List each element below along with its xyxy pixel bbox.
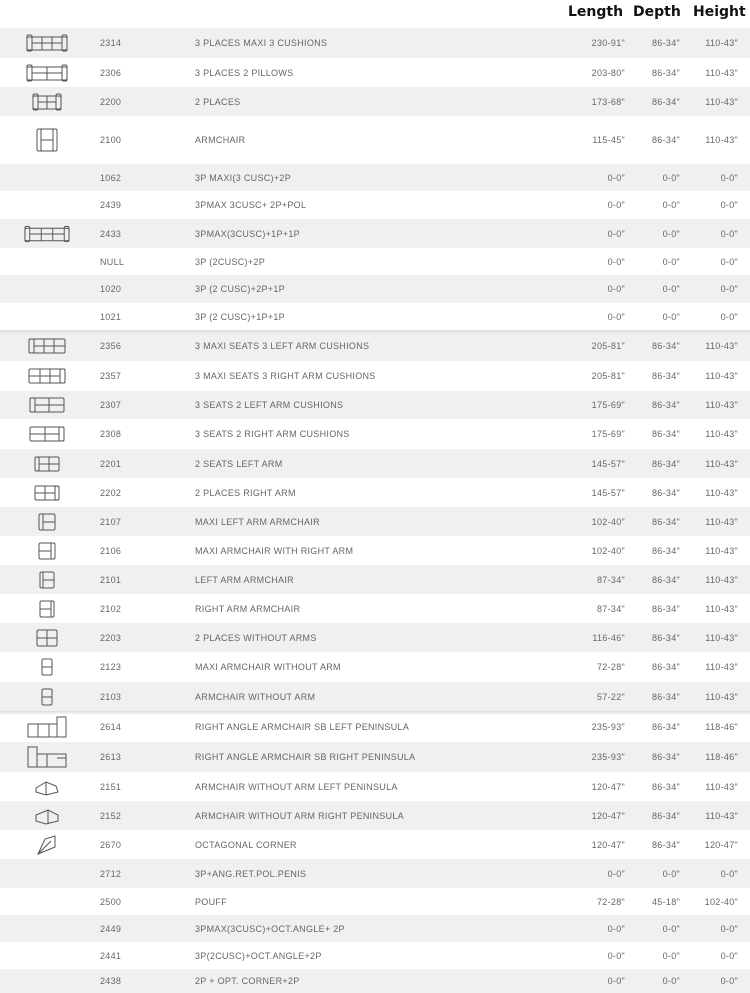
product-description: 3 PLACES MAXI 3 CUSHIONS: [195, 38, 328, 48]
product-depth: 86-34": [651, 400, 680, 410]
product-length: 173-68": [591, 96, 625, 107]
peninsula-right-icon: [24, 745, 70, 769]
table-row: [0, 801, 750, 830]
product-height: 110-43": [705, 545, 738, 556]
product-length: 175-69": [591, 429, 625, 439]
product-height: 110-43": [705, 574, 738, 585]
product-length: 0-0": [607, 228, 625, 239]
product-height: 0-0": [720, 976, 738, 986]
product-length: 87-34": [596, 574, 625, 585]
product-height: 110-43": [705, 691, 738, 702]
sofa-left-arm-2-icon: [24, 393, 70, 417]
product-height: 118-46": [705, 721, 738, 732]
product-depth: 86-34": [651, 516, 680, 527]
product-height: 110-43": [705, 458, 738, 469]
table-row: [0, 742, 750, 772]
header-length: Length: [568, 4, 624, 20]
product-height: 0-0": [720, 228, 738, 239]
product-height: 110-43": [705, 662, 738, 672]
product-description: POUFF: [195, 896, 227, 907]
product-code: 1021: [100, 311, 122, 322]
product-description: 3 SEATS 2 LEFT ARM CUSHIONS: [195, 400, 344, 410]
product-height: 110-43": [705, 371, 738, 381]
product-height: 0-0": [720, 172, 738, 183]
product-description: MAXI ARMCHAIR WITHOUT ARM: [195, 662, 341, 672]
table-row: [0, 859, 750, 888]
product-length: 87-34": [596, 603, 625, 614]
product-code: 2202: [100, 487, 122, 498]
product-depth: 86-34": [651, 721, 680, 732]
product-description: 3PMAX 3CUSC+ 2P+POL: [195, 200, 307, 210]
product-code: 2307: [100, 400, 122, 410]
product-length: 145-57": [591, 487, 625, 498]
product-code: 2314: [100, 38, 122, 48]
product-depth: 86-34": [651, 371, 680, 381]
table-row: [0, 623, 750, 652]
product-code: 2306: [100, 67, 122, 78]
product-code: 2203: [100, 632, 122, 643]
product-length: 0-0": [607, 200, 625, 210]
product-description: ARMCHAIR WITHOUT ARM: [195, 691, 316, 702]
product-height: 0-0": [720, 868, 738, 879]
product-code: 2500: [100, 896, 122, 907]
product-depth: 86-34": [651, 691, 680, 702]
product-length: 0-0": [607, 256, 625, 267]
table-row: [0, 478, 750, 507]
product-code: 1062: [100, 172, 122, 183]
table-header: [0, 0, 750, 28]
product-description: 3P (2CUSC)+2P: [195, 256, 266, 267]
product-length: 145-57": [591, 458, 625, 469]
product-height: 0-0": [720, 311, 738, 322]
product-length: 205-81": [591, 371, 625, 381]
product-height: 110-43": [705, 603, 738, 614]
product-length: 116-46": [592, 632, 625, 643]
product-depth: 86-34": [651, 574, 680, 585]
peninsula-armless-left-icon: [24, 775, 70, 799]
product-depth: 0-0": [662, 228, 680, 239]
product-depth: 0-0": [662, 172, 680, 183]
product-depth: 0-0": [662, 311, 680, 322]
product-length: 120-47": [591, 839, 625, 850]
product-height: 0-0": [720, 284, 738, 294]
sofa-left-arm-3-icon: [24, 334, 70, 358]
product-description: 2 PLACES RIGHT ARM: [195, 487, 296, 498]
product-code: 2123: [100, 662, 122, 672]
table-row: [0, 507, 750, 536]
product-length: 0-0": [607, 923, 625, 934]
peninsula-left-icon: [24, 715, 70, 739]
product-code: 2614: [100, 721, 122, 732]
sofa-3-pillows-icon: [24, 61, 70, 85]
table-row: [0, 711, 750, 742]
product-code: 2201: [100, 458, 122, 469]
product-height: 110-43": [705, 67, 738, 78]
product-depth: 0-0": [662, 976, 680, 986]
table-row: [0, 330, 750, 361]
product-description: 2 PLACES WITHOUT ARMS: [195, 632, 317, 643]
product-height: 110-43": [705, 340, 738, 351]
product-height: 102-40": [704, 896, 738, 907]
product-description: 3P MAXI(3 CUSC)+2P: [195, 172, 292, 183]
product-code: 2449: [100, 923, 122, 934]
product-code: 2613: [100, 752, 122, 762]
table-row: [0, 391, 750, 419]
product-height: 110-43": [705, 400, 738, 410]
armchair-left-maxi-icon: [24, 510, 70, 534]
product-height: 110-43": [705, 487, 738, 498]
product-depth: 86-34": [651, 38, 680, 48]
product-description: RIGHT ARM ARMCHAIR: [195, 603, 301, 614]
table-row: [0, 191, 750, 219]
table-row: [0, 915, 750, 942]
product-length: 115-45": [592, 135, 625, 145]
sofa-5-icon: [24, 222, 70, 246]
product-length: 230-91": [591, 38, 625, 48]
product-description: 2 SEATS LEFT ARM: [195, 458, 283, 469]
sofa-2-left-arm-icon: [24, 452, 70, 476]
table-row: [0, 536, 750, 565]
sofa-2-no-arms-icon: [24, 626, 70, 650]
table-row: [0, 303, 750, 330]
armchair-right-icon: [24, 597, 70, 621]
product-code: 2357: [100, 371, 122, 381]
product-description: 3P+ANG.RET.POL.PENIS: [195, 868, 307, 879]
product-length: 175-69": [591, 400, 625, 410]
product-description: 3 SEATS 2 RIGHT ARM CUSHIONS: [195, 429, 350, 439]
product-height: 110-43": [705, 135, 738, 145]
product-depth: 86-34": [651, 603, 680, 614]
product-depth: 86-34": [651, 752, 680, 762]
sofa-right-arm-2-icon: [24, 422, 70, 446]
product-code: 2439: [100, 200, 122, 210]
armchair-no-arm-icon: [24, 685, 70, 709]
product-height: 110-43": [705, 96, 738, 107]
product-description: RIGHT ANGLE ARMCHAIR SB RIGHT PENINSULA: [195, 752, 416, 762]
product-description: 3P (2 CUSC)+1P+1P: [195, 311, 285, 322]
table-row: [0, 942, 750, 969]
product-description: 3PMAX(3CUSC)+1P+1P: [195, 228, 300, 239]
product-code: 2433: [100, 228, 122, 239]
product-depth: 0-0": [662, 284, 680, 294]
product-description: ARMCHAIR: [195, 135, 246, 145]
product-depth: 86-34": [651, 135, 680, 145]
product-depth: 86-34": [651, 810, 680, 821]
product-height: 110-43": [705, 781, 738, 792]
product-length: 205-81": [591, 340, 625, 351]
table-row: [0, 682, 750, 711]
product-code: 2101: [100, 574, 122, 585]
table-row: [0, 28, 750, 58]
product-description: 3P (2 CUSC)+2P+1P: [195, 284, 285, 294]
sofa-2-right-arm-icon: [24, 481, 70, 505]
header-height: Height: [693, 4, 746, 20]
product-code: 2100: [100, 135, 122, 145]
table-row: [0, 219, 750, 248]
product-length: 203-80": [591, 67, 625, 78]
product-length: 120-47": [591, 781, 625, 792]
table-row: [0, 449, 750, 478]
product-code: 2308: [100, 429, 122, 439]
table-row: [0, 830, 750, 859]
product-depth: 0-0": [662, 923, 680, 934]
product-description: ARMCHAIR WITHOUT ARM LEFT PENINSULA: [195, 781, 398, 792]
product-depth: 86-34": [651, 839, 680, 850]
product-depth: 86-34": [651, 487, 680, 498]
product-description: ARMCHAIR WITHOUT ARM RIGHT PENINSULA: [195, 810, 404, 821]
product-description: MAXI LEFT ARM ARMCHAIR: [195, 516, 320, 527]
section-divider: [0, 330, 750, 334]
sofa-right-arm-3-icon: [24, 364, 70, 388]
table-row: [0, 58, 750, 87]
product-height: 110-43": [705, 429, 738, 439]
product-depth: 0-0": [662, 868, 680, 879]
product-length: 0-0": [607, 868, 625, 879]
product-depth: 86-34": [651, 781, 680, 792]
octagonal-corner-icon: [24, 833, 70, 857]
header-depth: Depth: [633, 4, 681, 20]
table-row: [0, 652, 750, 682]
product-code: 2712: [100, 868, 122, 879]
product-length: 0-0": [607, 311, 625, 322]
product-depth: 0-0": [662, 950, 680, 961]
product-depth: 0-0": [662, 256, 680, 267]
product-description: OCTAGONAL CORNER: [195, 839, 297, 850]
product-length: 0-0": [607, 284, 625, 294]
sofa-2-icon: [24, 90, 70, 114]
product-depth: 0-0": [662, 200, 680, 210]
product-height: 110-43": [705, 810, 738, 821]
peninsula-armless-right-icon: [24, 804, 70, 828]
product-height: 110-43": [705, 38, 738, 48]
product-code: 2103: [100, 691, 122, 702]
product-code: 1020: [100, 284, 122, 294]
product-code: 2106: [100, 545, 122, 556]
product-code: 2102: [100, 603, 122, 614]
table-row: [0, 419, 750, 449]
table-row: [0, 565, 750, 594]
product-code: 2670: [100, 839, 122, 850]
product-length: 102-40": [591, 516, 625, 527]
product-description: 3P(2CUSC)+OCT.ANGLE+2P: [195, 950, 322, 961]
table-row: [0, 164, 750, 191]
section-divider: [0, 711, 750, 715]
product-height: 0-0": [720, 950, 738, 961]
table-row: [0, 248, 750, 275]
product-code: 2438: [100, 976, 122, 986]
table-row: [0, 275, 750, 303]
table-row: [0, 888, 750, 915]
product-description: 3 PLACES 2 PILLOWS: [195, 67, 294, 78]
product-description: 2P + OPT. CORNER+2P: [195, 976, 300, 986]
table-row: [0, 87, 750, 116]
product-height: 0-0": [720, 923, 738, 934]
table-row: [0, 772, 750, 801]
product-length: 72-28": [596, 662, 625, 672]
product-description: MAXI ARMCHAIR WITH RIGHT ARM: [195, 545, 354, 556]
armchair-no-arm-maxi-icon: [24, 655, 70, 679]
armchair-right-maxi-icon: [24, 539, 70, 563]
product-depth: 86-34": [651, 67, 680, 78]
product-depth: 86-34": [651, 458, 680, 469]
table-row: [0, 969, 750, 993]
product-depth: 45-18": [651, 896, 680, 907]
product-description: 3 MAXI SEATS 3 LEFT ARM CUSHIONS: [195, 340, 370, 351]
product-code: 2107: [100, 516, 122, 527]
product-code: 2152: [100, 810, 122, 821]
table-row: [0, 594, 750, 623]
product-length: 235-93": [591, 752, 625, 762]
product-depth: 86-34": [651, 632, 680, 643]
product-depth: 86-34": [651, 340, 680, 351]
product-depth: 86-34": [651, 96, 680, 107]
product-height: 0-0": [720, 256, 738, 267]
product-length: 0-0": [607, 172, 625, 183]
sofa-3-maxi-icon: [24, 31, 70, 55]
product-depth: 86-34": [651, 545, 680, 556]
product-code: 2200: [100, 96, 122, 107]
product-length: 0-0": [607, 950, 625, 961]
product-length: 102-40": [591, 545, 625, 556]
armchair-icon: [24, 128, 70, 152]
armchair-left-icon: [24, 568, 70, 592]
product-length: 0-0": [607, 976, 625, 986]
product-length: 57-22": [596, 691, 625, 702]
product-height: 120-47": [704, 839, 738, 850]
product-length: 72-28": [596, 896, 625, 907]
product-code: 2151: [100, 781, 122, 792]
table-row: [0, 361, 750, 391]
product-length: 120-47": [591, 810, 625, 821]
product-description: 2 PLACES: [195, 96, 241, 107]
product-height: 118-46": [705, 752, 738, 762]
product-depth: 86-34": [651, 662, 680, 672]
product-description: RIGHT ANGLE ARMCHAIR SB LEFT PENINSULA: [195, 721, 410, 732]
product-description: 3PMAX(3CUSC)+OCT.ANGLE+ 2P: [195, 923, 345, 934]
product-description: 3 MAXI SEATS 3 RIGHT ARM CUSHIONS: [195, 371, 376, 381]
product-code: 2356: [100, 340, 122, 351]
product-description: LEFT ARM ARMCHAIR: [195, 574, 294, 585]
product-height: 0-0": [720, 200, 738, 210]
table-row: [0, 116, 750, 164]
product-height: 110-43": [705, 632, 738, 643]
product-code: 2441: [100, 950, 122, 961]
product-height: 110-43": [705, 516, 738, 527]
product-length: 235-93": [591, 721, 625, 732]
product-code: NULL: [100, 256, 125, 267]
product-depth: 86-34": [651, 429, 680, 439]
